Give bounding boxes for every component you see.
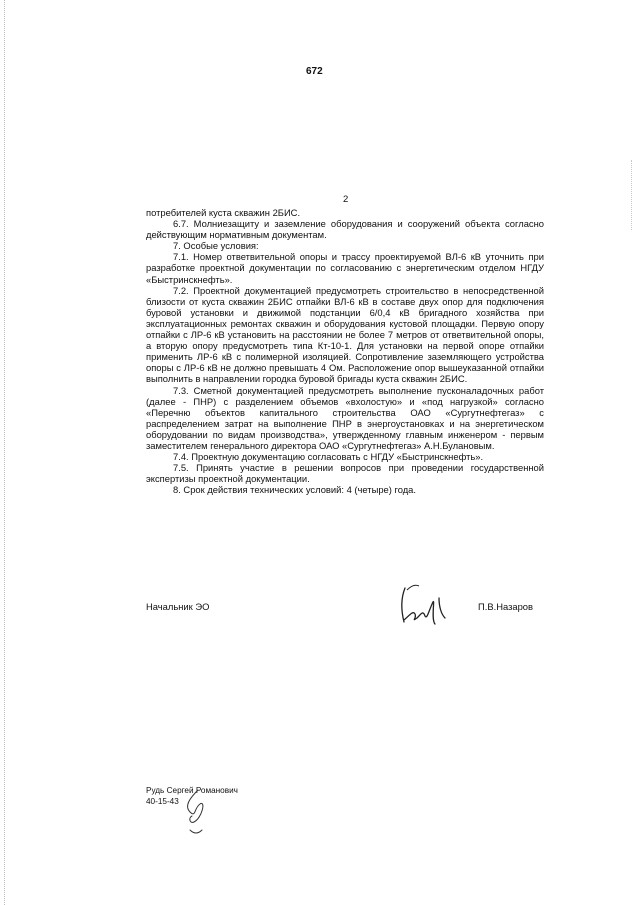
paragraph: 7.1. Номер ответвительной опоры и трассу проектируемой ВЛ-6 кВ уточнить при разработке проектной документации по согласованию с энергетическим отделом НГДУ «Быстринскнефть».: [146, 251, 544, 285]
paragraph: потребителей куста скважин 2БИС.: [146, 207, 301, 218]
executor-signature: [176, 788, 216, 838]
executor-phone: 40-15-43: [146, 797, 179, 806]
signatory-name: П.В.Назаров: [478, 601, 534, 612]
handwritten-signature: [395, 580, 455, 632]
signatory-title: Начальник ЭО: [146, 601, 210, 612]
paragraph: 7. Особые условия:: [173, 240, 259, 252]
paragraph: 7.3. Сметной документацией предусмотреть выполнение пусконаладочных работ (далее - ПНР) с разделением объемов «вхолостую» и «под нагрузкой» согласно «Перечню объектов капитального строительства ОАО «Сургутнефтегаз» с распределением затрат на выполнение ПНР в энергоустановках и на энергетическом оборудовании по видам производства», утвержденному главным инженером - первым заместителем генерального директора ОАО «Сургутнефтегаз» А.Н.Булановым.: [146, 384, 544, 451]
paragraph: 7.2. Проектной документацией предусмотреть строительство в непосредственной близости от куста скважин 2БИС отпайки ВЛ-6 кВ в составе двух опор для подключения буровой установки и движимой подстанции 6/0,4 кВ бригадного хозяйства при эксплуатационных ремонтах скважин и оборудования кустовой площадки. Первую опору отпайки с ЛР-6 кВ установить на расстоянии не более 7 метров от ответвительной опоры, а вторую опору предусмотреть типа Кт-10-1. Для установки на первой опоре отпайки применить ЛР-6 кВ с полимерной изоляцией. Сопротивление заземляющего устройства опоры с ЛР-6 кВ не должно превышать 4 Ом. Расположение опор вышеуказанной отпайки выполнить в направлении городка буровой бригады куста скважин 2БИС.: [146, 284, 544, 385]
scan-edge-right: [631, 160, 632, 230]
document-body: [146, 207, 544, 495]
executor-name: Рудь Сергей Романович: [146, 786, 238, 795]
paragraph: 7.4. Проектную документацию согласовать с НГДУ «Быстринскнефть».: [173, 451, 484, 463]
paragraph: 6.7. Молниезащиту и заземление оборудования и сооружений объекта согласно действующим нормативным документам.: [146, 218, 544, 241]
scan-edge-left: [4, 0, 5, 905]
paragraph: 8. Срок действия технических условий: 4 (четыре) года.: [173, 484, 416, 496]
paragraph: 7.5. Принять участие в решении вопросов при проведении государственной экспертизы проектной документации.: [146, 462, 544, 485]
sheet-number: 2: [343, 194, 349, 205]
page-number: 672: [306, 66, 323, 77]
